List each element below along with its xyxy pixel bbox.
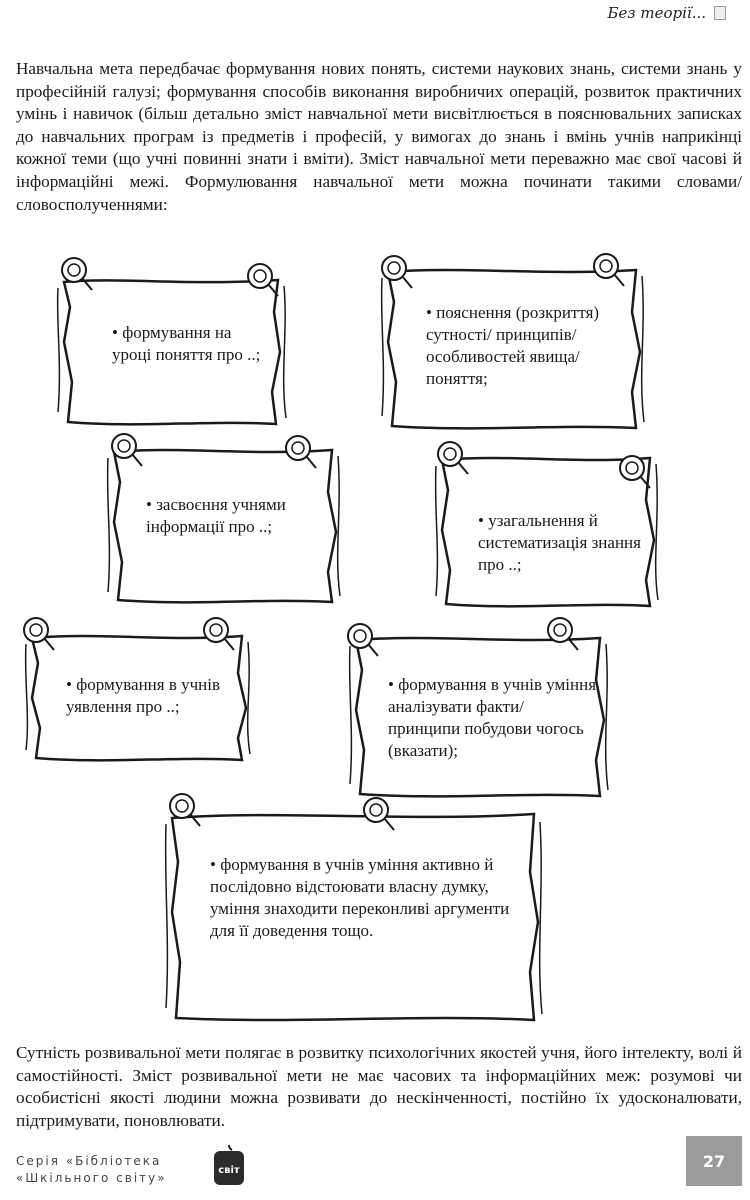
note-card-7 bbox=[158, 792, 548, 1030]
logo-text: світ bbox=[218, 1165, 240, 1176]
header-title: Без теорії... bbox=[607, 4, 706, 22]
note-text: • формування в учнів уміння аналізувати факти/ принципи побудови чогось (вказати); bbox=[388, 675, 597, 760]
note-card-2 bbox=[374, 252, 650, 438]
pushpin-icon bbox=[106, 430, 146, 470]
pushpin-icon bbox=[18, 614, 58, 654]
page-number: 27 bbox=[686, 1136, 742, 1186]
note-card-6 bbox=[342, 620, 614, 806]
note-text: • формування в учнів уявлення про ..; bbox=[66, 675, 221, 716]
closing-paragraph: Сутність розвивальної мети полягає в розвитку психологічних якостей учня, його інтелекту, волі й самостійності. Зміст розвивальної мети не має часових та інформаційних меж: розумові чи особистісні якості людини можна розвивати до нескінченності, постійно їх удосконалювати, підтримувати, поновлювати. bbox=[16, 1043, 742, 1130]
pushpin-icon bbox=[432, 438, 472, 478]
publisher-logo-icon bbox=[212, 1143, 246, 1187]
pushpin-icon bbox=[242, 260, 282, 300]
note-text: • формування в учнів уміння активно й послідовно відстоювати власну думку, уміння знаходити переконливі аргументи для її доведення тощо. bbox=[210, 855, 510, 940]
note-text: • формування на уроці поняття про ..; bbox=[112, 323, 261, 364]
note-text: • пояснення (розкриття) сутності/ принципів/ особливостей явища/ поняття; bbox=[426, 303, 600, 388]
note-text: • узагальнення й систематизація знання про ..; bbox=[478, 511, 641, 574]
note-card-4 bbox=[428, 440, 664, 616]
running-header bbox=[608, 4, 726, 22]
pushpin-icon bbox=[56, 254, 96, 294]
pushpin-icon bbox=[614, 452, 654, 492]
pushpin-icon bbox=[342, 620, 382, 660]
intro-paragraph: Навчальна мета передбачає формування нових понять, системи наукових знань, системи знань у професійній галузі; формування способів виконання виробничих операцій, розвиток практичних умінь і навичок (більш детально зміст навчальної мети висвітлюється в пояснювальних записках до навчальних програм із предметів і професій, у вимогах до знань і вмінь учнів наприкінці кожної теми (що учні повинні знати і вміти). Зміст навчальної мети переважно має свої часові й інформаційні межі. Формулювання навчальної мети можна починати такими словами/словосполученнями: bbox=[16, 59, 742, 214]
series-line-1: Серія «Бібліотека bbox=[16, 1154, 162, 1168]
series-line-2: «Шкільного світу» bbox=[16, 1171, 167, 1185]
note-card-5 bbox=[18, 618, 256, 770]
note-card-1 bbox=[50, 262, 292, 434]
pushpin-icon bbox=[164, 790, 204, 830]
pushpin-icon bbox=[588, 250, 628, 290]
pushpin-icon bbox=[280, 432, 320, 472]
series-footer bbox=[16, 1153, 167, 1187]
note-text: • засвоєння учнями інформації про ..; bbox=[146, 495, 286, 536]
pushpin-icon bbox=[358, 794, 398, 834]
pushpin-icon bbox=[376, 252, 416, 292]
page-corner-icon bbox=[714, 6, 726, 20]
pushpin-icon bbox=[198, 614, 238, 654]
pushpin-icon bbox=[542, 614, 582, 654]
note-card-3 bbox=[100, 432, 346, 612]
